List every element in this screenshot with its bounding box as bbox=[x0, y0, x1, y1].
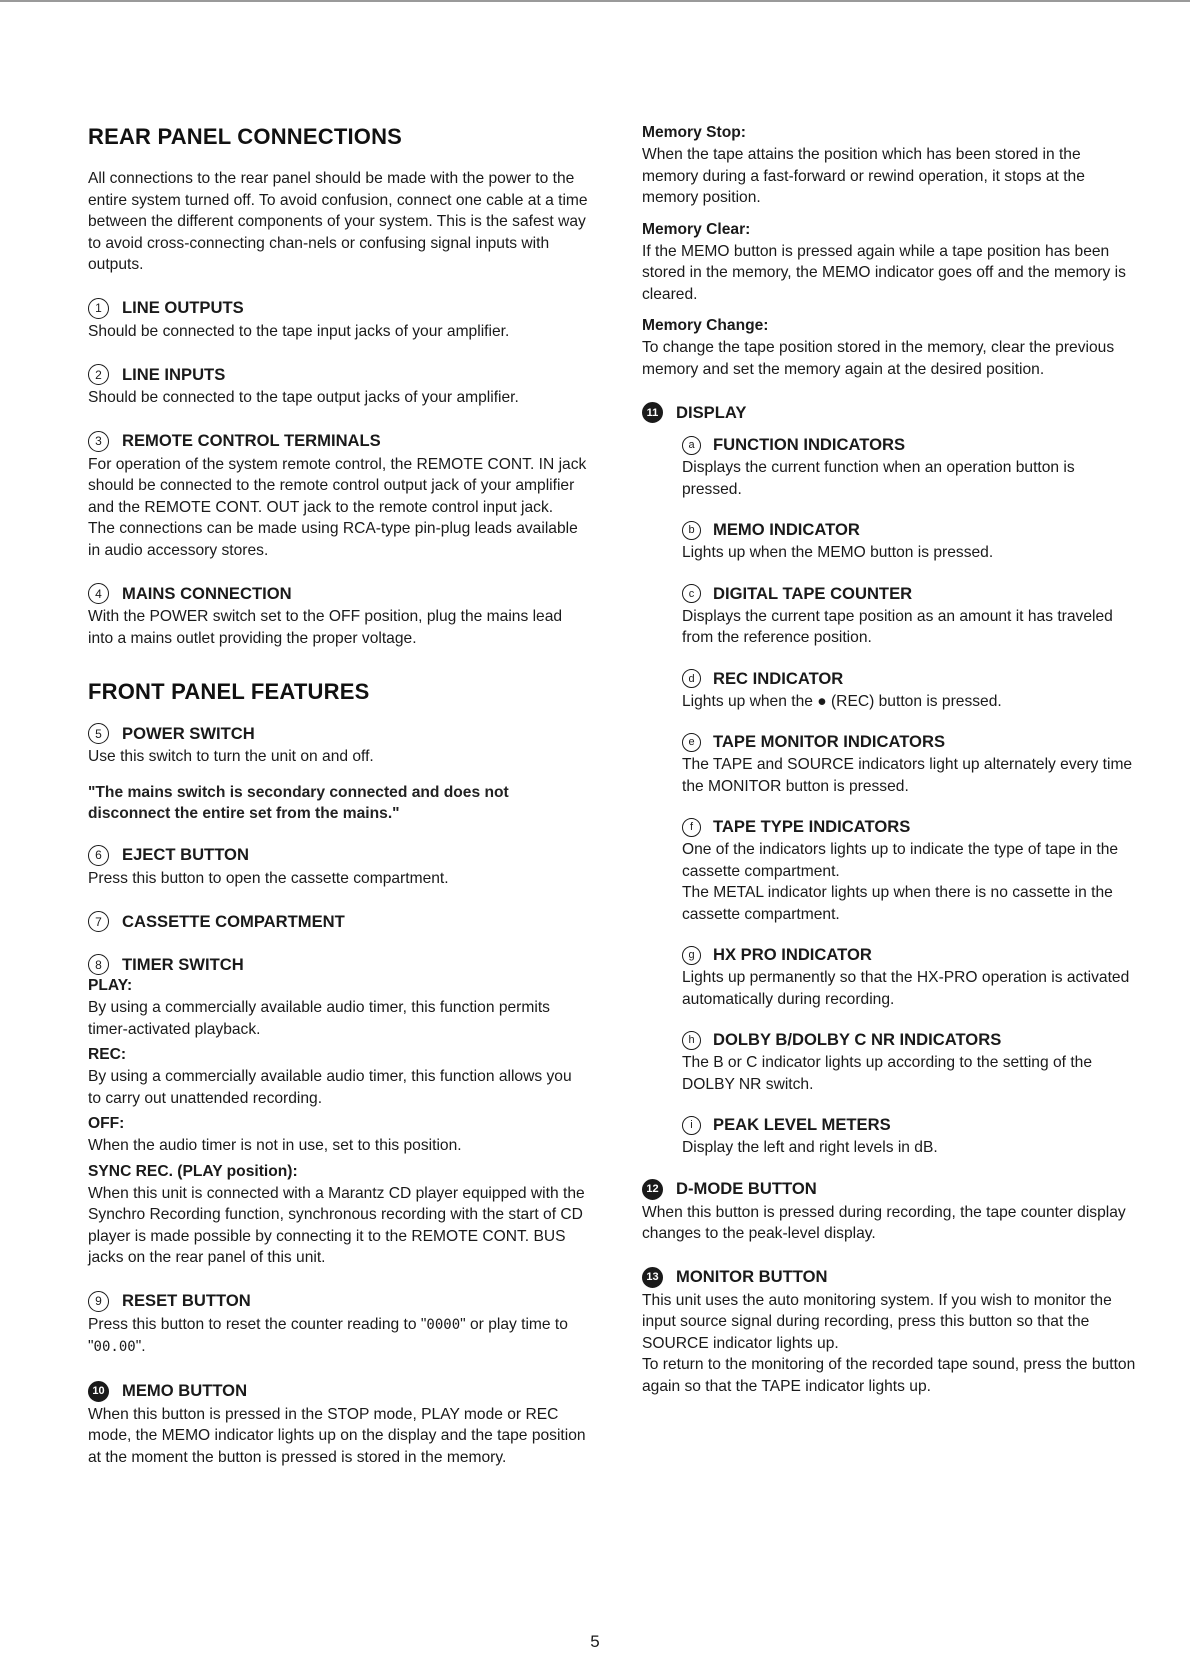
item-number-badge: 1 bbox=[88, 298, 109, 319]
counter-reading-zero: 0000 bbox=[426, 1316, 461, 1333]
item-number-badge: 5 bbox=[88, 723, 109, 744]
timer-rec-text: By using a commercially available audio timer, this function allows you to carry out unattended recording. bbox=[88, 1068, 572, 1107]
item-number-badge: 9 bbox=[88, 1291, 109, 1312]
item-number-badge: 12 bbox=[642, 1179, 663, 1200]
item-title: LINE INPUTS bbox=[122, 364, 226, 384]
timer-sync-label: SYNC REC. (PLAY position): bbox=[88, 1162, 298, 1180]
sub-title: REC INDICATOR bbox=[713, 668, 844, 688]
item-timer-switch bbox=[88, 954, 588, 1269]
letter-badge: e bbox=[682, 733, 701, 752]
front-panel-title: FRONT PANEL FEATURES bbox=[88, 679, 370, 704]
sub-text: Lights up permanently so that the HX-PRO operation is activated automatically during recording. bbox=[682, 969, 1130, 1008]
item-text: Should be connected to the tape input jacks of your amplifier. bbox=[88, 322, 510, 340]
sub-title: HX PRO INDICATOR bbox=[713, 945, 872, 964]
right-column bbox=[642, 124, 1138, 1419]
item-title: MAINS CONNECTION bbox=[122, 583, 292, 603]
item-cassette-compartment bbox=[88, 911, 588, 932]
rear-panel-title: REAR PANEL CONNECTIONS bbox=[88, 124, 403, 149]
letter-badge: h bbox=[682, 1031, 701, 1050]
display-dolby-nr-indicators bbox=[682, 1030, 1138, 1095]
timer-off-text: When the audio timer is not in use, set to this position. bbox=[88, 1137, 462, 1154]
letter-badge: a bbox=[682, 436, 701, 455]
item-eject-button bbox=[88, 845, 588, 890]
sub-text-2: The METAL indicator lights up when there is no cassette in the cassette compartment. bbox=[682, 884, 1113, 923]
item-number-badge: 6 bbox=[88, 845, 109, 866]
timer-rec-label: REC: bbox=[88, 1046, 127, 1063]
display-peak-level-meters bbox=[682, 1115, 1138, 1159]
time-reading-zero: 00.00 bbox=[93, 1339, 136, 1355]
item-title: MEMO BUTTON bbox=[122, 1381, 248, 1400]
letter-badge: c bbox=[682, 584, 701, 603]
sub-title: TAPE TYPE INDICATORS bbox=[713, 817, 911, 836]
timer-play-label: PLAY: bbox=[88, 977, 133, 994]
display-tape-monitor-indicators bbox=[682, 732, 1138, 797]
memory-change bbox=[642, 317, 1138, 380]
letter-badge: b bbox=[682, 521, 701, 540]
item-number-badge: 10 bbox=[88, 1381, 109, 1402]
item-number-badge: 2 bbox=[88, 364, 109, 385]
display-rec-indicator bbox=[682, 669, 1138, 713]
reset-text-c: ". bbox=[135, 1338, 146, 1355]
letter-badge: i bbox=[682, 1116, 701, 1135]
item-d-mode-button bbox=[642, 1179, 1138, 1245]
letter-badge: d bbox=[682, 669, 701, 688]
reset-text-b: " or play time to " bbox=[88, 1315, 568, 1355]
sub-title: DIGITAL TAPE COUNTER bbox=[713, 583, 913, 603]
sub-text: Lights up when the MEMO button is pressed. bbox=[682, 544, 994, 561]
item-text-2: To return to the monitoring of the recorded tape sound, press the button again so that the TAPE indicator lights up. bbox=[642, 1356, 1136, 1395]
item-monitor-button bbox=[642, 1267, 1138, 1398]
sub-title: TAPE MONITOR INDICATORS bbox=[713, 732, 946, 751]
item-text: When this button is pressed in the STOP mode, PLAY mode or REC mode, the MEMO indicator lights up on the display and the tape position at the moment the button is pressed is stored in the memory. bbox=[88, 1405, 586, 1466]
timer-off-label: OFF: bbox=[88, 1115, 125, 1132]
item-text-2: The connections can be made using RCA-type pin-plug leads available in audio accessory stores. bbox=[88, 520, 578, 559]
item-number-badge: 7 bbox=[88, 911, 109, 932]
item-number-badge: 4 bbox=[88, 583, 109, 604]
sub-title: DOLBY B/DOLBY C NR INDICATORS bbox=[713, 1030, 1002, 1049]
left-column bbox=[88, 124, 588, 1490]
item-mains-connection bbox=[88, 583, 588, 649]
display-memo-indicator bbox=[682, 520, 1138, 564]
item-title: REMOTE CONTROL TERMINALS bbox=[122, 431, 381, 450]
item-text bbox=[88, 1314, 588, 1359]
item-text: Should be connected to the tape output jacks of your amplifier. bbox=[88, 389, 519, 406]
item-title: RESET BUTTON bbox=[122, 1291, 251, 1310]
memory-change-label: Memory Change: bbox=[642, 317, 769, 334]
memory-clear-label: Memory Clear: bbox=[642, 220, 751, 238]
memory-stop bbox=[642, 124, 1138, 209]
item-number-badge: 11 bbox=[642, 402, 663, 423]
display-tape-type-indicators bbox=[682, 817, 1138, 925]
item-text: With the POWER switch set to the OFF position, plug the mains lead into a mains outlet providing the proper voltage. bbox=[88, 608, 563, 647]
item-title: POWER SWITCH bbox=[122, 723, 255, 743]
item-title: EJECT BUTTON bbox=[122, 845, 249, 864]
item-title: TIMER SWITCH bbox=[122, 954, 244, 974]
item-number-badge: 3 bbox=[88, 431, 109, 452]
page-number: 5 bbox=[590, 1632, 600, 1651]
memory-stop-label: Memory Stop: bbox=[642, 124, 746, 141]
item-remote-control-terminals bbox=[88, 431, 588, 562]
mains-switch-note: "The mains switch is secondary connected and does not disconnect the entire set from the mains." bbox=[88, 783, 509, 822]
item-title: DISPLAY bbox=[676, 402, 747, 422]
memory-clear-text: If the MEMO button is pressed again while a tape position has been stored in the memory, the MEMO indicator goes off and the memory is cleared. bbox=[642, 242, 1126, 303]
item-number-badge: 8 bbox=[88, 954, 109, 975]
sub-title: MEMO INDICATOR bbox=[713, 520, 860, 539]
sub-title: PEAK LEVEL METERS bbox=[713, 1115, 891, 1134]
memory-clear bbox=[642, 221, 1138, 306]
item-title: LINE OUTPUTS bbox=[122, 298, 244, 317]
item-title: CASSETTE COMPARTMENT bbox=[122, 911, 345, 931]
item-text: Use this switch to turn the unit on and off. bbox=[88, 748, 374, 765]
item-display bbox=[642, 402, 1138, 423]
item-text: When this button is pressed during recording, the tape counter display changes to the peak-level display. bbox=[642, 1203, 1126, 1242]
letter-badge: f bbox=[682, 818, 701, 837]
sub-title: FUNCTION INDICATORS bbox=[713, 435, 906, 454]
reset-text-a: Press this button to reset the counter reading to " bbox=[88, 1315, 427, 1333]
sub-text: Lights up when the ● (REC) button is pressed. bbox=[682, 692, 1002, 710]
display-hx-pro-indicator bbox=[682, 945, 1138, 1010]
top-rule bbox=[0, 0, 1190, 2]
rear-panel-intro: All connections to the rear panel should be made with the power to the entire system turned off. To avoid confusion, connect one cable at a time between the different components of your system. This is the safest way to avoid cross-connecting chan-nels or confusing signal inputs with outputs. bbox=[88, 170, 588, 273]
timer-sync-text: When this unit is connected with a Marantz CD player equipped with the Synchro Recording function, synchronous recording with the start of CD player is made possible by connecting it to the REMOTE CONT. BUS jacks on the rear panel of this unit. bbox=[88, 1184, 585, 1266]
item-text: This unit uses the auto monitoring system. If you wish to monitor the input source signal during recording, press this button so that the SOURCE indicator lights up. bbox=[642, 1291, 1112, 1352]
timer-play-text: By using a commercially available audio timer, this function permits timer-activated playback. bbox=[88, 999, 550, 1038]
item-number-badge: 13 bbox=[642, 1267, 663, 1288]
sub-text: Displays the current tape position as an amount it has traveled from the reference position. bbox=[682, 607, 1113, 646]
sub-text: The TAPE and SOURCE indicators light up alternately every time the MONITOR button is pressed. bbox=[682, 756, 1133, 795]
item-reset-button bbox=[88, 1291, 588, 1359]
item-memo-button bbox=[88, 1381, 588, 1469]
sub-text: The B or C indicator lights up according to the setting of the DOLBY NR switch. bbox=[682, 1054, 1092, 1093]
item-power-switch bbox=[88, 723, 588, 768]
display-function-indicators bbox=[682, 435, 1138, 500]
memory-stop-text: When the tape attains the position which has been stored in the memory during a fast-forward or rewind operation, it stops at the memory position. bbox=[642, 146, 1085, 206]
display-digital-tape-counter bbox=[682, 584, 1138, 649]
item-title: MONITOR BUTTON bbox=[676, 1267, 828, 1286]
item-line-outputs bbox=[88, 298, 588, 343]
letter-badge: g bbox=[682, 946, 701, 965]
item-text: Press this button to open the cassette compartment. bbox=[88, 869, 449, 887]
sub-text: One of the indicators lights up to indicate the type of tape in the cassette compartment. bbox=[682, 841, 1119, 880]
memory-change-text: To change the tape position stored in the memory, clear the previous memory and set the memory again at the desired position. bbox=[642, 339, 1115, 378]
sub-text: Display the left and right levels in dB. bbox=[682, 1139, 938, 1156]
item-title: D-MODE BUTTON bbox=[676, 1179, 817, 1198]
item-line-inputs bbox=[88, 364, 588, 409]
item-text: For operation of the system remote control, the REMOTE CONT. IN jack should be connected to the remote control output jack of your amplifier and the REMOTE CONT. OUT jack to the remote control input jack. bbox=[88, 455, 587, 516]
sub-text: Displays the current function when an operation button is pressed. bbox=[682, 459, 1075, 498]
